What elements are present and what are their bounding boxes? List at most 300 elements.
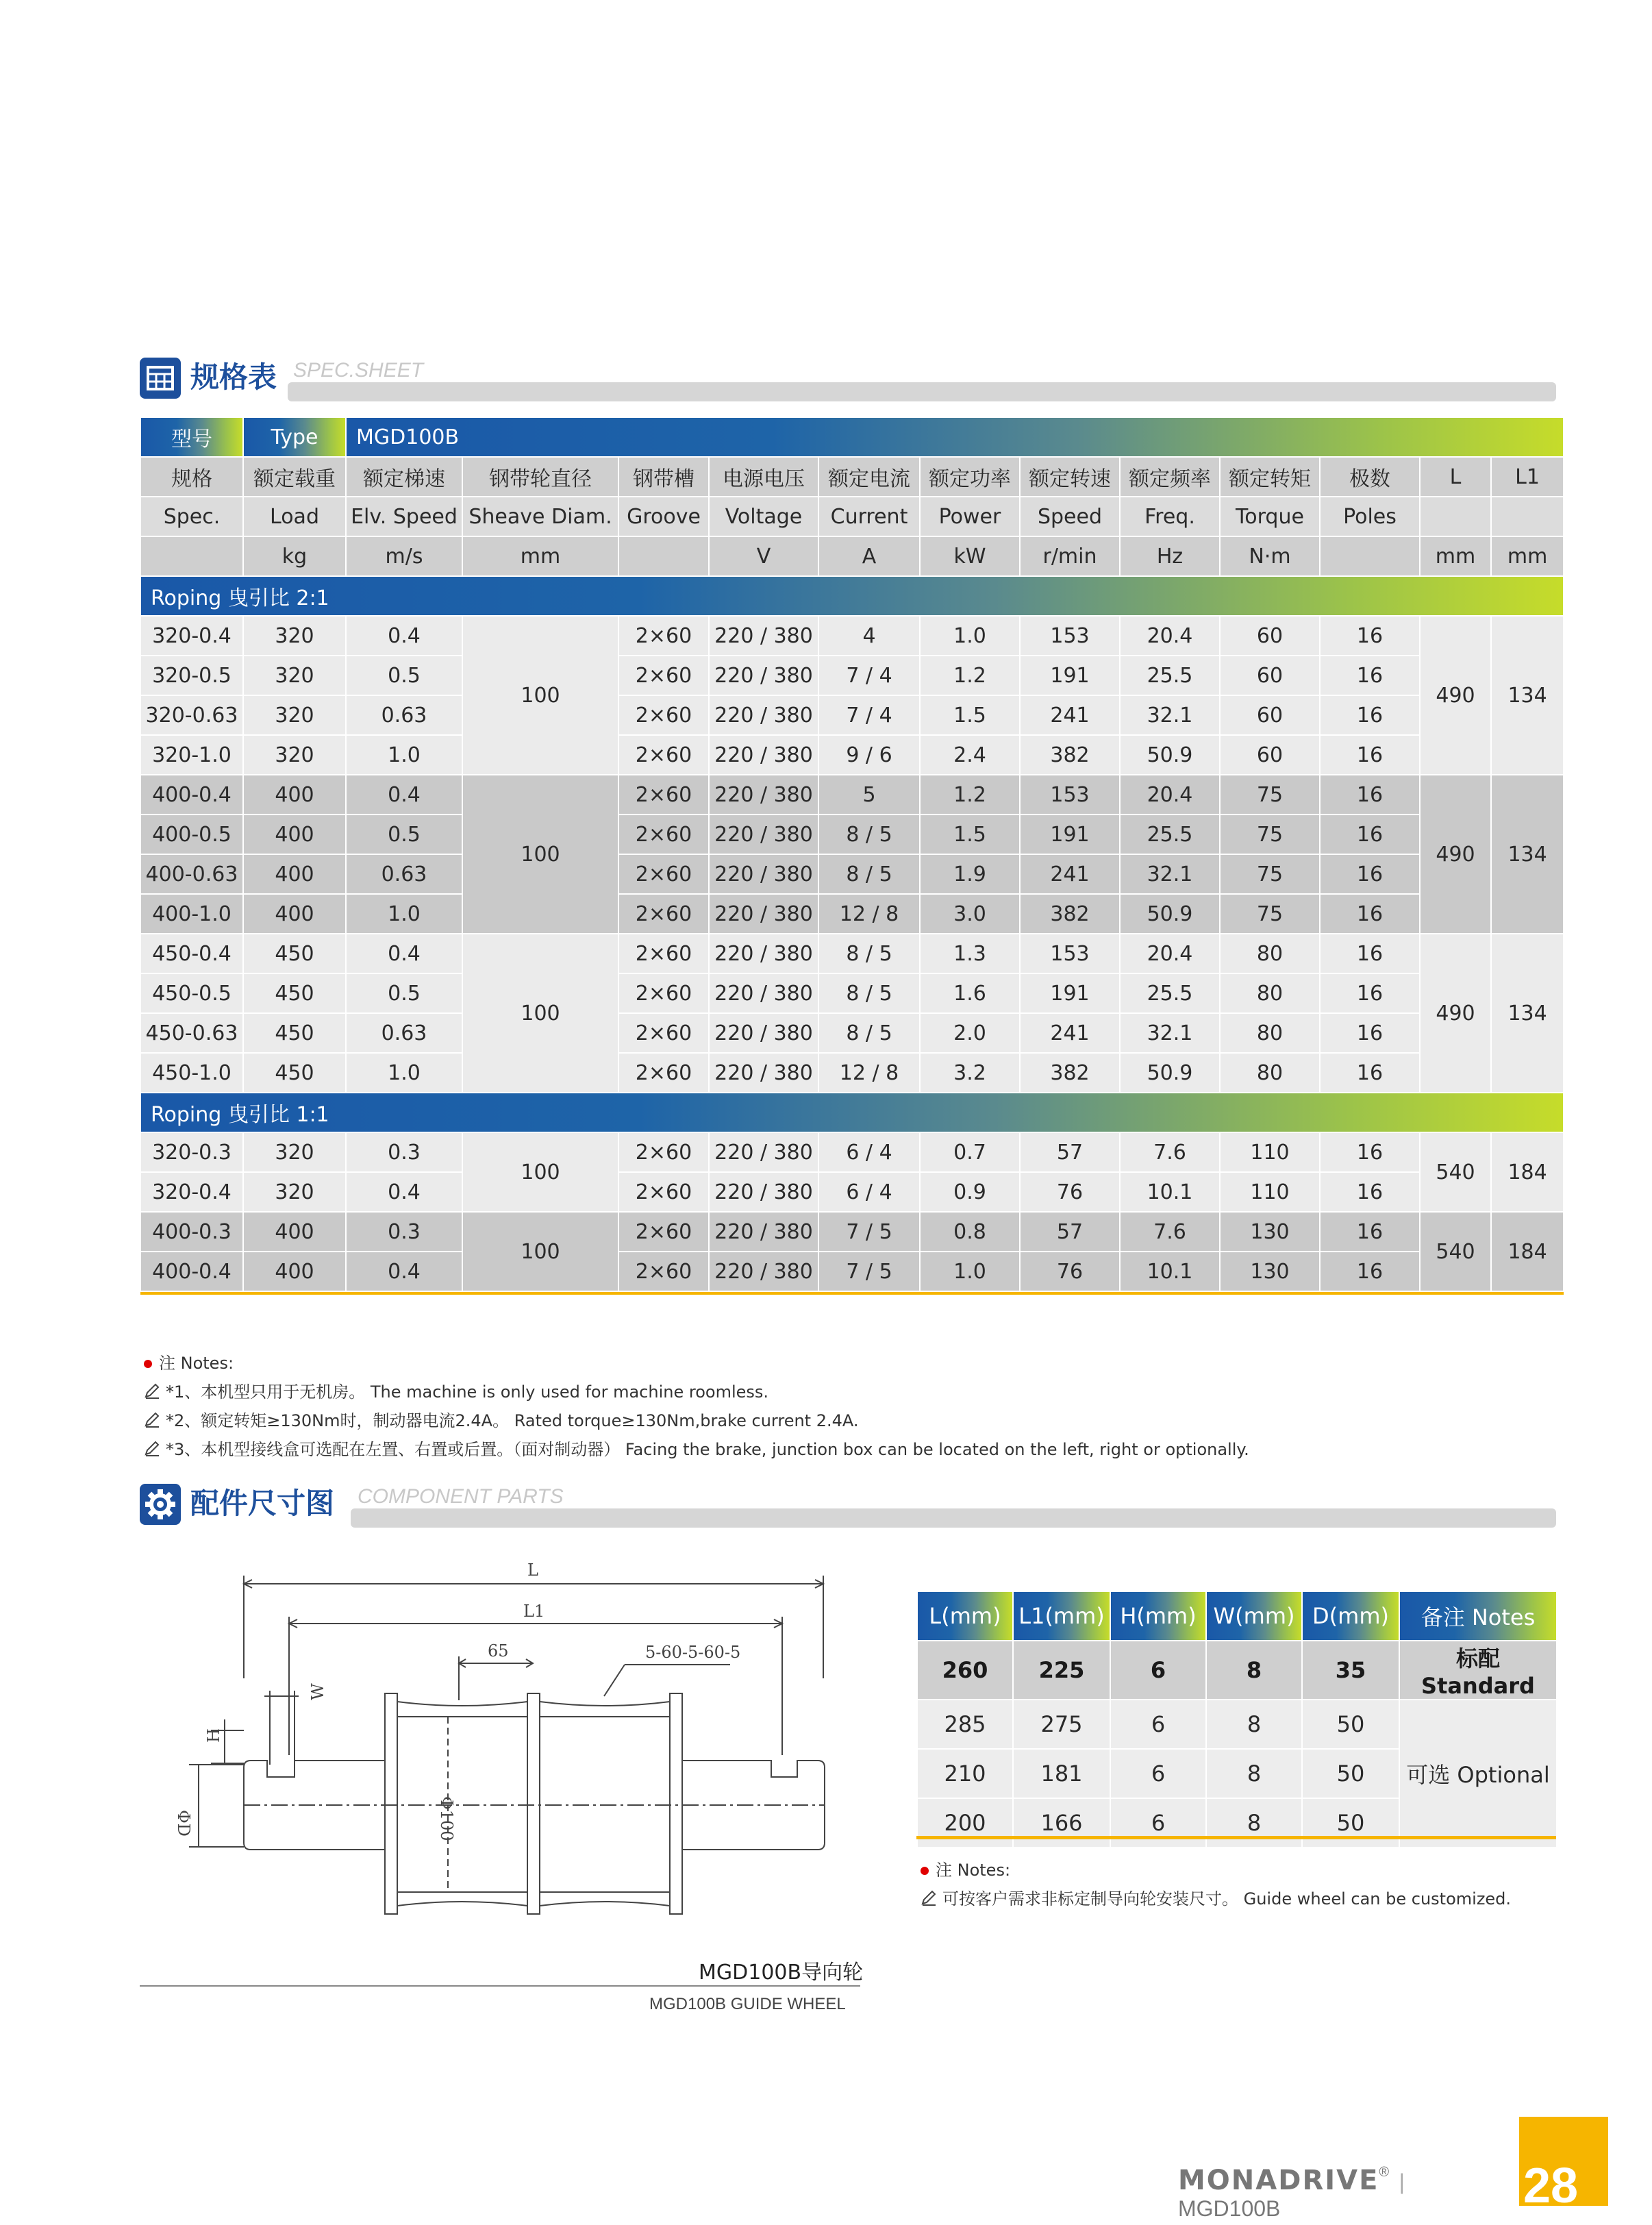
component-title-bar bbox=[351, 1508, 1556, 1528]
table-cell: 191 bbox=[1020, 973, 1120, 1013]
comp-notes-title: 注 Notes: bbox=[921, 1856, 1010, 1880]
table-cell: 382 bbox=[1020, 894, 1120, 934]
table-cell: 220 / 380 bbox=[709, 934, 818, 973]
model-name: MGD100B bbox=[346, 417, 1564, 457]
component-standard-row bbox=[917, 1641, 1557, 1700]
table-row bbox=[140, 1252, 1564, 1291]
column-header: Current bbox=[818, 497, 920, 536]
table-cell: 2×60 bbox=[618, 775, 709, 815]
table-row bbox=[140, 1172, 1564, 1212]
table-cell: 8 bbox=[1206, 1700, 1302, 1749]
L1-cell: 134 bbox=[1491, 616, 1564, 775]
component-title-en: COMPONENT PARTS bbox=[358, 1485, 564, 1508]
table-row bbox=[140, 1132, 1564, 1172]
column-header: Power bbox=[920, 497, 1020, 536]
registered-mark: ® bbox=[1379, 2165, 1390, 2180]
table-cell: 320-0.63 bbox=[140, 695, 243, 735]
header-row-zh bbox=[140, 457, 1564, 497]
table-cell: 220 / 380 bbox=[709, 1212, 818, 1252]
yellow-rule bbox=[140, 1291, 1564, 1295]
pencil-icon bbox=[921, 1889, 938, 1910]
unit-cell: A bbox=[818, 536, 920, 576]
unit-cell: m/s bbox=[346, 536, 462, 576]
pencil-icon bbox=[144, 1440, 162, 1460]
comp-note-item: 可按客户需求非标定制导向轮安装尺寸。 Guide wheel can be customized. bbox=[921, 1885, 1511, 1910]
table-cell: 0.3 bbox=[346, 1212, 462, 1252]
table-cell: 320-1.0 bbox=[140, 735, 243, 775]
notes-title: 注 Notes: bbox=[144, 1350, 234, 1373]
table-cell: 1.0 bbox=[920, 1252, 1020, 1291]
table-row bbox=[140, 695, 1564, 735]
table-cell: 225 bbox=[1013, 1641, 1110, 1700]
table-cell: 32.1 bbox=[1120, 854, 1220, 894]
table-cell: 400-0.3 bbox=[140, 1212, 243, 1252]
guide-wheel-drawing bbox=[140, 1555, 866, 1939]
table-cell: 4 bbox=[818, 616, 920, 656]
dim-W-label: W bbox=[308, 1683, 327, 1700]
unit-cell: kW bbox=[920, 536, 1020, 576]
column-header: Elv. Speed bbox=[346, 497, 462, 536]
table-cell: 57 bbox=[1020, 1132, 1120, 1172]
table-cell: 400 bbox=[243, 815, 346, 854]
table-cell: 320-0.3 bbox=[140, 1132, 243, 1172]
comp-header-W: W(mm) bbox=[1206, 1591, 1302, 1641]
table-cell: 400-0.4 bbox=[140, 775, 243, 815]
spec-table bbox=[140, 417, 1564, 1295]
table-cell: 16 bbox=[1320, 1172, 1420, 1212]
table-cell: 50 bbox=[1302, 1700, 1399, 1749]
table-cell: 1.6 bbox=[920, 973, 1020, 1013]
table-cell: 60 bbox=[1220, 616, 1320, 656]
component-title-zh: 配件尺寸图 bbox=[190, 1487, 335, 1520]
table-cell: 220 / 380 bbox=[709, 973, 818, 1013]
table-cell: 1.0 bbox=[920, 616, 1020, 656]
table-cell: 7 / 4 bbox=[818, 695, 920, 735]
table-cell: 16 bbox=[1320, 616, 1420, 656]
column-header: Voltage bbox=[709, 497, 818, 536]
table-cell: 382 bbox=[1020, 1053, 1120, 1093]
table-cell: 16 bbox=[1320, 1252, 1420, 1291]
table-row bbox=[140, 775, 1564, 815]
table-cell: 16 bbox=[1320, 973, 1420, 1013]
table-cell: 25.5 bbox=[1120, 973, 1220, 1013]
unit-cell: mm bbox=[1491, 536, 1564, 576]
dim-groove-label: 5-60-5-60-5 bbox=[645, 1643, 741, 1662]
column-header: 钢带轮直径 bbox=[462, 457, 618, 497]
unit-cell: mm bbox=[1420, 536, 1491, 576]
unit-cell bbox=[618, 536, 709, 576]
column-header: L1 bbox=[1491, 457, 1564, 497]
comp-header-L: L(mm) bbox=[917, 1591, 1013, 1641]
table-cell: 400-0.4 bbox=[140, 1252, 243, 1291]
table-cell: 400 bbox=[243, 775, 346, 815]
table-cell: 16 bbox=[1320, 854, 1420, 894]
column-header: 额定电流 bbox=[818, 457, 920, 497]
component-table bbox=[916, 1591, 1557, 1848]
table-cell: 241 bbox=[1020, 695, 1120, 735]
table-cell: 220 / 380 bbox=[709, 1132, 818, 1172]
spec-title-zh: 规格表 bbox=[190, 360, 277, 394]
table-cell: 16 bbox=[1320, 1132, 1420, 1172]
column-header: 额定转速 bbox=[1020, 457, 1120, 497]
table-cell: 0.3 bbox=[346, 1132, 462, 1172]
table-cell: 8 bbox=[1206, 1798, 1302, 1848]
table-cell: 16 bbox=[1320, 934, 1420, 973]
sheave-diam-cell: 100 bbox=[462, 934, 618, 1093]
table-cell: 50.9 bbox=[1120, 894, 1220, 934]
table-row bbox=[140, 735, 1564, 775]
roping-row bbox=[140, 576, 1564, 616]
table-cell: 20.4 bbox=[1120, 934, 1220, 973]
table-cell: 450-0.4 bbox=[140, 934, 243, 973]
table-cell: 2×60 bbox=[618, 1212, 709, 1252]
table-cell: 1.2 bbox=[920, 656, 1020, 695]
dim-d100-label: Φ100 bbox=[437, 1796, 456, 1841]
table-cell: 320-0.4 bbox=[140, 616, 243, 656]
column-header: Poles bbox=[1320, 497, 1420, 536]
table-cell: 130 bbox=[1220, 1252, 1320, 1291]
table-cell: 3.2 bbox=[920, 1053, 1020, 1093]
table-cell: 320 bbox=[243, 1132, 346, 1172]
table-cell: 1.3 bbox=[920, 934, 1020, 973]
table-cell: 6 / 4 bbox=[818, 1172, 920, 1212]
table-cell: 80 bbox=[1220, 1013, 1320, 1053]
sheave-diam-cell: 100 bbox=[462, 1132, 618, 1212]
table-cell: 0.63 bbox=[346, 1013, 462, 1053]
red-dot-icon bbox=[921, 1867, 929, 1875]
column-header: 额定功率 bbox=[920, 457, 1020, 497]
table-cell: 16 bbox=[1320, 894, 1420, 934]
table-cell: 0.5 bbox=[346, 815, 462, 854]
table-cell: 57 bbox=[1020, 1212, 1120, 1252]
table-cell: 450 bbox=[243, 1053, 346, 1093]
table-cell: 260 bbox=[917, 1641, 1013, 1700]
table-cell: 220 / 380 bbox=[709, 1172, 818, 1212]
column-header: 额定载重 bbox=[243, 457, 346, 497]
table-cell: 320-0.4 bbox=[140, 1172, 243, 1212]
table-cell: 400-1.0 bbox=[140, 894, 243, 934]
unit-cell: V bbox=[709, 536, 818, 576]
sheave-diam-cell: 100 bbox=[462, 1212, 618, 1291]
table-cell: 320 bbox=[243, 695, 346, 735]
table-cell: 220 / 380 bbox=[709, 854, 818, 894]
comp-header-D: D(mm) bbox=[1302, 1591, 1399, 1641]
units-row bbox=[140, 536, 1564, 576]
table-cell: 400 bbox=[243, 1252, 346, 1291]
table-cell: 16 bbox=[1320, 1013, 1420, 1053]
caption-divider bbox=[140, 1985, 860, 1987]
table-cell: 320 bbox=[243, 656, 346, 695]
column-header: 极数 bbox=[1320, 457, 1420, 497]
table-cell: 220 / 380 bbox=[709, 616, 818, 656]
unit-cell: kg bbox=[243, 536, 346, 576]
L-cell: 490 bbox=[1420, 775, 1491, 934]
table-row bbox=[140, 616, 1564, 656]
column-header: 规格 bbox=[140, 457, 243, 497]
dim-L-label: L bbox=[527, 1561, 538, 1580]
column-header: 钢带槽 bbox=[618, 457, 709, 497]
table-cell: 153 bbox=[1020, 934, 1120, 973]
table-row bbox=[140, 894, 1564, 934]
table-cell: 75 bbox=[1220, 854, 1320, 894]
comp-header-H: H(mm) bbox=[1110, 1591, 1206, 1641]
table-cell: 16 bbox=[1320, 815, 1420, 854]
table-cell: 210 bbox=[917, 1749, 1013, 1798]
table-cell: 7 / 5 bbox=[818, 1252, 920, 1291]
L1-cell: 184 bbox=[1491, 1212, 1564, 1291]
table-cell: 8 bbox=[1206, 1641, 1302, 1700]
table-cell: 2×60 bbox=[618, 934, 709, 973]
table-cell: 3.0 bbox=[920, 894, 1020, 934]
table-cell: 1.0 bbox=[346, 735, 462, 775]
standard-note: 标配 Standard bbox=[1399, 1641, 1557, 1700]
table-cell: 2×60 bbox=[618, 616, 709, 656]
table-cell: 2×60 bbox=[618, 695, 709, 735]
table-cell: 0.9 bbox=[920, 1172, 1020, 1212]
table-row bbox=[140, 934, 1564, 973]
unit-cell: r/min bbox=[1020, 536, 1120, 576]
spec-title-en: SPEC.SHEET bbox=[293, 359, 424, 382]
table-cell: 241 bbox=[1020, 1013, 1120, 1053]
table-cell: 1.0 bbox=[346, 1053, 462, 1093]
column-header: 额定梯速 bbox=[346, 457, 462, 497]
table-cell: 7.6 bbox=[1120, 1132, 1220, 1172]
table-cell: 6 bbox=[1110, 1641, 1206, 1700]
table-cell: 181 bbox=[1013, 1749, 1110, 1798]
table-cell: 20.4 bbox=[1120, 616, 1220, 656]
table-cell: 153 bbox=[1020, 775, 1120, 815]
column-header: Freq. bbox=[1120, 497, 1220, 536]
table-cell: 76 bbox=[1020, 1172, 1120, 1212]
table-cell: 50 bbox=[1302, 1749, 1399, 1798]
table-cell: 220 / 380 bbox=[709, 695, 818, 735]
table-cell: 80 bbox=[1220, 1053, 1320, 1093]
table-cell: 16 bbox=[1320, 775, 1420, 815]
table-cell: 25.5 bbox=[1120, 656, 1220, 695]
roping-row bbox=[140, 1093, 1564, 1132]
table-cell: 80 bbox=[1220, 973, 1320, 1013]
table-row bbox=[140, 815, 1564, 854]
table-cell: 0.4 bbox=[346, 1252, 462, 1291]
table-cell: 110 bbox=[1220, 1132, 1320, 1172]
table-cell: 10.1 bbox=[1120, 1252, 1220, 1291]
table-cell: 382 bbox=[1020, 735, 1120, 775]
pencil-icon bbox=[144, 1411, 162, 1432]
table-row bbox=[140, 854, 1564, 894]
column-header: 电源电压 bbox=[709, 457, 818, 497]
gear-icon bbox=[140, 1484, 181, 1525]
table-cell: 320 bbox=[243, 735, 346, 775]
table-cell: 400 bbox=[243, 854, 346, 894]
footer-model: MGD100B bbox=[1178, 2196, 1281, 2221]
spec-title-bar bbox=[288, 382, 1556, 401]
table-cell: 1.0 bbox=[346, 894, 462, 934]
table-cell: 400 bbox=[243, 894, 346, 934]
table-cell: 76 bbox=[1020, 1252, 1120, 1291]
table-cell: 8 / 5 bbox=[818, 973, 920, 1013]
roping-label: Roping 曳引比 2:1 bbox=[140, 576, 1564, 616]
brand-logo: MONADRIVE bbox=[1178, 2165, 1379, 2196]
table-cell: 7.6 bbox=[1120, 1212, 1220, 1252]
dim-L1-label: L1 bbox=[523, 1602, 545, 1621]
comp-header-notes: 备注 Notes bbox=[1399, 1591, 1557, 1641]
table-cell: 2×60 bbox=[618, 1252, 709, 1291]
note-item-3: *3、本机型接线盒可选配在左置、右置或后置。（面对制动器） Facing the brake, junction box can be located on the left, right or optionally. bbox=[144, 1436, 1249, 1460]
table-cell: 241 bbox=[1020, 854, 1120, 894]
table-cell: 130 bbox=[1220, 1212, 1320, 1252]
table-cell: 220 / 380 bbox=[709, 815, 818, 854]
L-cell: 490 bbox=[1420, 934, 1491, 1093]
table-cell: 75 bbox=[1220, 815, 1320, 854]
column-header: Groove bbox=[618, 497, 709, 536]
table-cell: 2×60 bbox=[618, 815, 709, 854]
L1-cell: 184 bbox=[1491, 1132, 1564, 1212]
table-cell: 1.5 bbox=[920, 815, 1020, 854]
table-cell: 220 / 380 bbox=[709, 1252, 818, 1291]
table-cell: 6 bbox=[1110, 1798, 1206, 1848]
table-cell: 220 / 380 bbox=[709, 1013, 818, 1053]
column-header bbox=[1491, 497, 1564, 536]
component-table-underline bbox=[916, 1836, 1556, 1839]
header-row-en bbox=[140, 497, 1564, 536]
table-cell: 7 / 4 bbox=[818, 656, 920, 695]
table-cell: 6 bbox=[1110, 1749, 1206, 1798]
table-row bbox=[140, 973, 1564, 1013]
L-cell: 540 bbox=[1420, 1212, 1491, 1291]
unit-cell bbox=[140, 536, 243, 576]
table-cell: 0.63 bbox=[346, 854, 462, 894]
column-header: Sheave Diam. bbox=[462, 497, 618, 536]
table-cell: 8 / 5 bbox=[818, 815, 920, 854]
table-cell: 450-0.63 bbox=[140, 1013, 243, 1053]
table-cell: 60 bbox=[1220, 735, 1320, 775]
L-cell: 540 bbox=[1420, 1132, 1491, 1212]
table-cell: 191 bbox=[1020, 656, 1120, 695]
table-cell: 10.1 bbox=[1120, 1172, 1220, 1212]
table-row bbox=[140, 1212, 1564, 1252]
table-cell: 60 bbox=[1220, 656, 1320, 695]
table-cell: 320 bbox=[243, 1172, 346, 1212]
table-row bbox=[140, 656, 1564, 695]
type-row bbox=[140, 417, 1564, 457]
table-cell: 2×60 bbox=[618, 1172, 709, 1212]
table-cell: 200 bbox=[917, 1798, 1013, 1848]
table-cell: 220 / 380 bbox=[709, 656, 818, 695]
table-cell: 166 bbox=[1013, 1798, 1110, 1848]
sheave-diam-cell: 100 bbox=[462, 616, 618, 775]
table-cell: 1.2 bbox=[920, 775, 1020, 815]
table-cell: 6 / 4 bbox=[818, 1132, 920, 1172]
table-cell: 0.63 bbox=[346, 695, 462, 735]
table-cell: 2.4 bbox=[920, 735, 1020, 775]
L-cell: 490 bbox=[1420, 616, 1491, 775]
table-cell: 450 bbox=[243, 1013, 346, 1053]
footer-separator: | bbox=[1399, 2170, 1405, 2194]
table-cell: 2×60 bbox=[618, 735, 709, 775]
table-cell: 2×60 bbox=[618, 1053, 709, 1093]
table-cell: 9 / 6 bbox=[818, 735, 920, 775]
table-cell: 8 / 5 bbox=[818, 854, 920, 894]
L1-cell: 134 bbox=[1491, 934, 1564, 1093]
column-header: L bbox=[1420, 457, 1491, 497]
column-header bbox=[1420, 497, 1491, 536]
type-label-zh: 型号 bbox=[140, 417, 243, 457]
table-cell: 7 / 5 bbox=[818, 1212, 920, 1252]
table-cell: 12 / 8 bbox=[818, 894, 920, 934]
table-cell: 320 bbox=[243, 616, 346, 656]
table-cell: 25.5 bbox=[1120, 815, 1220, 854]
red-dot-icon bbox=[144, 1360, 152, 1368]
table-cell: 32.1 bbox=[1120, 695, 1220, 735]
table-cell: 50 bbox=[1302, 1798, 1399, 1848]
roping-label: Roping 曳引比 1:1 bbox=[140, 1093, 1564, 1132]
table-cell: 285 bbox=[917, 1700, 1013, 1749]
optional-note: 可选 Optional bbox=[1399, 1700, 1557, 1848]
type-label-en: Type bbox=[243, 417, 346, 457]
table-cell: 2×60 bbox=[618, 854, 709, 894]
dim-D-label: ΦD bbox=[174, 1810, 193, 1837]
table-cell: 50.9 bbox=[1120, 1053, 1220, 1093]
table-cell: 2.0 bbox=[920, 1013, 1020, 1053]
table-cell: 1.5 bbox=[920, 695, 1020, 735]
table-cell: 16 bbox=[1320, 735, 1420, 775]
table-cell: 0.4 bbox=[346, 934, 462, 973]
table-cell: 16 bbox=[1320, 1212, 1420, 1252]
table-bottom-rule bbox=[140, 1291, 1564, 1295]
table-cell: 220 / 380 bbox=[709, 775, 818, 815]
table-cell: 220 / 380 bbox=[709, 894, 818, 934]
table-cell: 75 bbox=[1220, 894, 1320, 934]
unit-cell: N·m bbox=[1220, 536, 1320, 576]
dim-65-label: 65 bbox=[488, 1641, 509, 1661]
table-cell: 35 bbox=[1302, 1641, 1399, 1700]
table-cell: 110 bbox=[1220, 1172, 1320, 1212]
L1-cell: 134 bbox=[1491, 775, 1564, 934]
table-cell: 0.4 bbox=[346, 775, 462, 815]
table-cell: 153 bbox=[1020, 616, 1120, 656]
footer bbox=[1178, 2165, 1500, 2221]
component-optional-row bbox=[917, 1700, 1557, 1749]
table-cell: 400-0.5 bbox=[140, 815, 243, 854]
component-header-row bbox=[917, 1591, 1557, 1641]
column-header: Load bbox=[243, 497, 346, 536]
table-row bbox=[140, 1053, 1564, 1093]
note-item-2: *2、额定转矩≥130Nm时，制动器电流2.4A。 Rated torque≥130Nm,brake current 2.4A. bbox=[144, 1407, 859, 1432]
drawing-caption-zh: MGD100B导向轮 bbox=[699, 1961, 864, 1985]
table-cell: 16 bbox=[1320, 656, 1420, 695]
table-cell: 8 / 5 bbox=[818, 1013, 920, 1053]
table-cell: 400 bbox=[243, 1212, 346, 1252]
table-cell: 275 bbox=[1013, 1700, 1110, 1749]
table-cell: 400-0.63 bbox=[140, 854, 243, 894]
table-cell: 0.5 bbox=[346, 973, 462, 1013]
table-cell: 16 bbox=[1320, 1053, 1420, 1093]
table-cell: 220 / 380 bbox=[709, 1053, 818, 1093]
table-cell: 2×60 bbox=[618, 973, 709, 1013]
table-cell: 80 bbox=[1220, 934, 1320, 973]
table-cell: 8 bbox=[1206, 1749, 1302, 1798]
column-header: 额定频率 bbox=[1120, 457, 1220, 497]
table-cell: 1.9 bbox=[920, 854, 1020, 894]
table-cell: 12 / 8 bbox=[818, 1053, 920, 1093]
page-number: 28 bbox=[1523, 2159, 1579, 2213]
table-cell: 450-1.0 bbox=[140, 1053, 243, 1093]
table-cell: 8 / 5 bbox=[818, 934, 920, 973]
note-item-1: *1、本机型只用于无机房。 The machine is only used for machine roomless. bbox=[144, 1378, 768, 1403]
table-cell: 191 bbox=[1020, 815, 1120, 854]
drawing-caption-en: MGD100B GUIDE WHEEL bbox=[649, 1995, 846, 2013]
table-cell: 450 bbox=[243, 934, 346, 973]
